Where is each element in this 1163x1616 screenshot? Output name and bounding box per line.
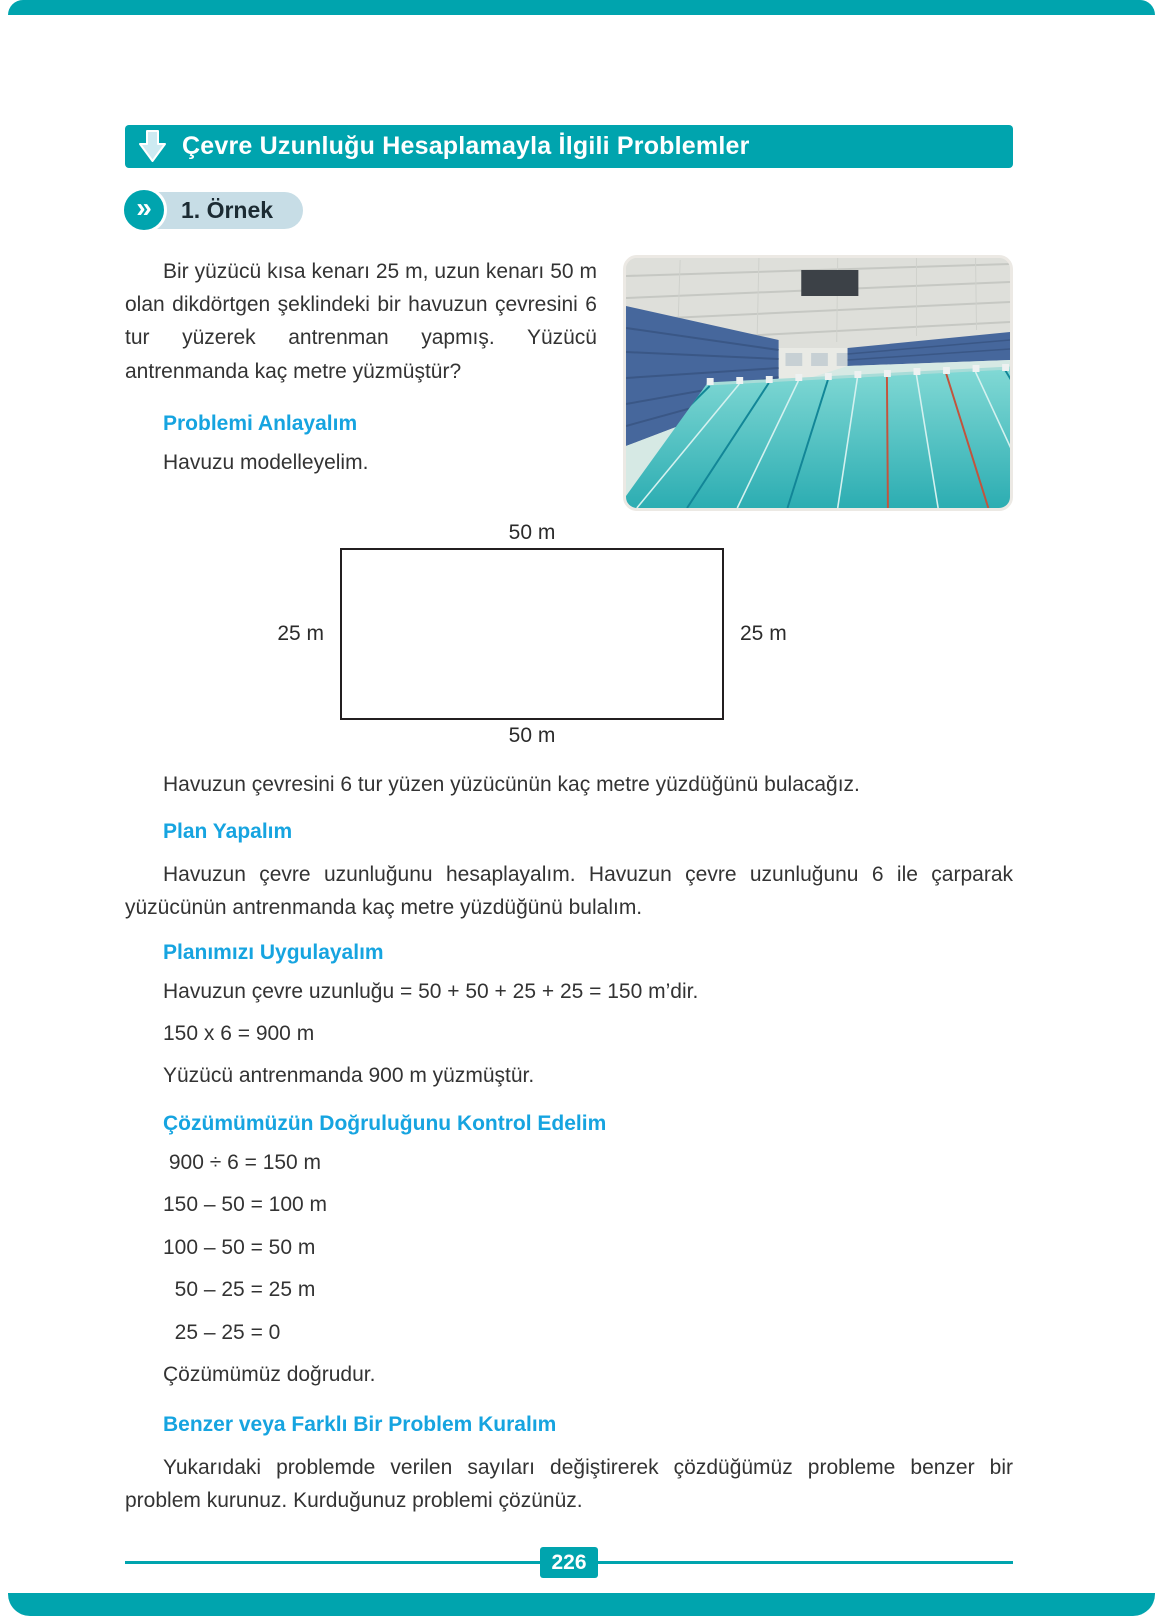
problem-row: [125, 255, 1013, 511]
check-line: 25 – 25 = 0: [163, 1320, 281, 1344]
page-bottom-border: [8, 1593, 1155, 1616]
heading-check: Çözümümüzün Doğruluğunu Kontrol Edelim: [163, 1111, 607, 1135]
double-chevron-icon: »: [121, 187, 167, 233]
check-line: 100 – 50 = 50 m: [163, 1235, 316, 1259]
page-footer: [125, 1547, 1013, 1579]
understand-intro: Havuzu modelleyelim.: [163, 450, 369, 474]
diagram-label-left: 25 m: [277, 622, 324, 646]
apply-line: Havuzun çevre uzunluğu = 50 + 50 + 25 + 25 = 150 m’dir.: [163, 979, 699, 1003]
page-number: 226: [540, 1547, 598, 1578]
diagram-label-bottom: 50 m: [508, 724, 556, 748]
pool-photo: [623, 255, 1013, 511]
diagram-label-top: 50 m: [508, 521, 556, 544]
check-result: Çözümümüz doğrudur.: [163, 1363, 376, 1387]
pool-rectangle: [340, 548, 724, 720]
page-top-border: [8, 0, 1155, 15]
section-title: Çevre Uzunluğu Hesaplamayla İlgili Problemler: [182, 132, 750, 160]
page-content: [125, 125, 1013, 1517]
problem-left-column: [125, 255, 597, 511]
problem-text: Bir yüzücü kısa kenarı 25 m, uzun kenarı 50 m olan dikdörtgen şeklindeki bir havuzun çevresini 6 tur yüzerek antrenman yapmış. Yüzücü antrenmanda kaç metre yüzmüştür?: [125, 260, 597, 383]
section-header: [125, 125, 1013, 168]
example-label: 1. Örnek: [181, 197, 274, 223]
diagram-label-right: 25 m: [740, 622, 787, 646]
rectangle-diagram: [125, 517, 1013, 752]
heading-apply: Planımızı Uygulayalım: [163, 940, 384, 964]
heading-plan: Plan Yapalım: [163, 820, 293, 844]
heading-understand: Problemi Anlayalım: [163, 411, 358, 435]
down-arrow-icon: [139, 130, 166, 163]
diagram-middle-row: [125, 548, 1013, 720]
apply-line: 150 x 6 = 900 m: [163, 1022, 315, 1045]
apply-line: Yüzücü antrenmanda 900 m yüzmüştür.: [163, 1064, 535, 1088]
check-line: 150 – 50 = 100 m: [163, 1193, 328, 1217]
check-line: 50 – 25 = 25 m: [163, 1278, 316, 1302]
heading-create-problem: Benzer veya Farklı Bir Problem Kuralım: [163, 1412, 557, 1436]
plan-body: Havuzun çevre uzunluğunu hesaplayalım. Havuzun çevre uzunluğunu 6 ile çarparak yüzücünün antrenmanda kaç metre yüzdüğünü bulalım.: [125, 863, 1013, 920]
create-problem-body: Yukarıdaki problemde verilen sayıları değiştirerek çözdüğümüz probleme benzer bir problem kurunuz. Kurduğunuz problemi çözünüz.: [125, 1455, 1013, 1512]
understand-conclusion: Havuzun çevresini 6 tur yüzen yüzücünün kaç metre yüzdüğünü bulacağız.: [163, 772, 860, 796]
check-line: 900 ÷ 6 = 150 m: [163, 1150, 322, 1174]
example-badge: [125, 192, 303, 229]
